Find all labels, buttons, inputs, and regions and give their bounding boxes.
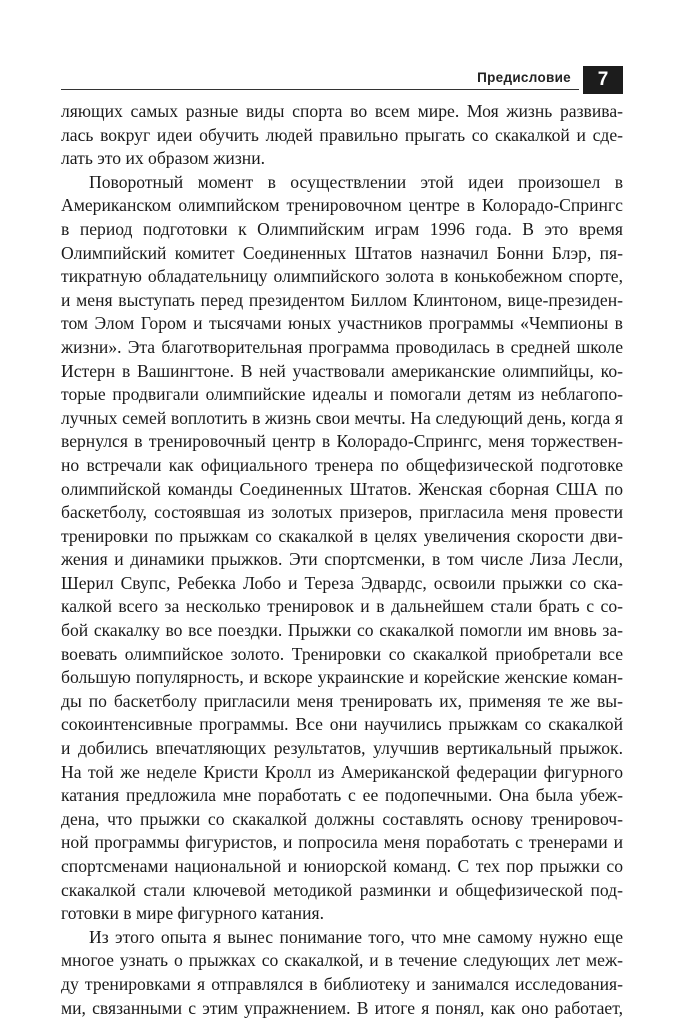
text-line: жения и динамики прыжков. Эти спортсменки, в том числе Лиза Лесли, [61,549,623,570]
text-line: лать это их образом жизни. [61,148,266,169]
text-line: лучных семей воплотить в жизнь свои мечты. На следующий день, когда я [61,407,623,428]
text-line: ми, связанными с этим упражнением. В итоге я понял, как оно работает, [61,997,623,1018]
text-line: баскетболу, состоявшая из золотых призеров, пригласила меня провести [61,502,623,523]
text-line: Американском олимпийском тренировочном центре в Колорадо-Спрингс [61,195,623,216]
text-line: скакалкой стали ключевой методикой разминки и общефизической под- [61,879,623,900]
text-line: многое узнать о прыжках со скакалкой, и в течение следующих лет меж- [61,950,623,971]
text-line: Олимпийский комитет Соединенных Штатов назначил Бонни Блэр, пя- [61,242,623,263]
paragraph [61,171,623,926]
text-line: спортсменами национальной и юниорской команд. С тех пор прыжки со [61,856,623,876]
text-line: том Элом Гором и тысячами юных участников программы «Чемпионы в [61,313,623,334]
text-line: ляющих самых разные виды спорта во всем мире. Моя жизнь развива- [61,101,623,121]
text-line: ной программы фигуристов, и попросила меня поработать с тренерами и [61,832,623,853]
chapter-title: Предисловие [477,70,571,85]
header-rule [61,89,579,90]
text-line: дена, что прыжки со скакалкой должны составлять основу тренировоч- [61,808,623,829]
text-line: готовки в мире фигурного катания. [61,903,325,924]
text-line: и добились впечатляющих результатов, улучшив вертикальный прыжок. [61,738,623,759]
text-line: и меня выступать перед президентом Биллом Клинтоном, вице-президен- [61,289,623,310]
text-line: но встречали как официального тренера по общефизической подготовке [61,454,623,475]
text-line: жизни». Эта благотворительная программа проводилась в средней школе [61,336,623,357]
text-line: сокоинтенсивные программы. Все они научились прыжкам со скакалкой [61,714,623,735]
text-line: катания предложила мне поработать с ее подопечными. Она была убеж- [61,785,623,806]
paragraph [61,100,623,171]
text-line: ду тренировками я отправлялся в библиотеку и занимался исследования- [61,973,623,994]
text-line: в период подготовки к Олимпийским играм 1996 года. В это время [61,218,623,239]
page-number: 7 [583,66,623,94]
text-line: ды по баскетболу пригласили меня тренировать их, применяя те же вы- [61,690,623,711]
paragraph [61,926,623,1020]
text-line: вернулся в тренировочный центр в Колорадо-Спрингс, меня торжествен- [61,431,623,452]
body-text [61,100,623,1020]
text-line: Поворотный момент в осуществлении этой идеи произошел в [89,171,623,192]
text-line: Из этого опыта я вынес понимание того, что мне самому нужно еще [89,926,623,947]
running-header [61,66,623,94]
text-line: большую популярность, и вскоре украинские и корейские женские коман- [61,667,623,688]
text-line: воевать олимпийское золото. Тренировки со скакалкой приобретали все [61,643,623,664]
text-line: тикратную обладательницу олимпийского золота в конькобежном спорте, [61,266,623,287]
text-line: Истерн в Вашингтоне. В ней участвовали американские олимпийцы, ко- [61,360,623,381]
text-line: Шерил Свупс, Ребекка Лобо и Тереза Эдвардс, освоили прыжки со ска- [61,572,623,593]
text-line: торые продвигали олимпийские идеалы и помогали детям из неблагопо- [61,384,623,405]
text-line: бой скакалку во все поездки. Прыжки со скакалкой помогли им вновь за- [61,620,623,641]
text-line: калкой всего за несколько тренировок и в дальнейшем стали брать с со- [61,596,623,617]
text-line: лась вокруг идеи обучить людей правильно прыгать со скакалкой и сде- [61,124,623,145]
text-line: олимпийской команды Соединенных Штатов. Женская сборная США по [61,478,623,499]
text-line: тренировки по прыжкам со скакалкой в целях увеличения скорости дви- [61,525,623,546]
text-line: На той же неделе Кристи Кролл из Американской федерации фигурного [61,761,623,782]
